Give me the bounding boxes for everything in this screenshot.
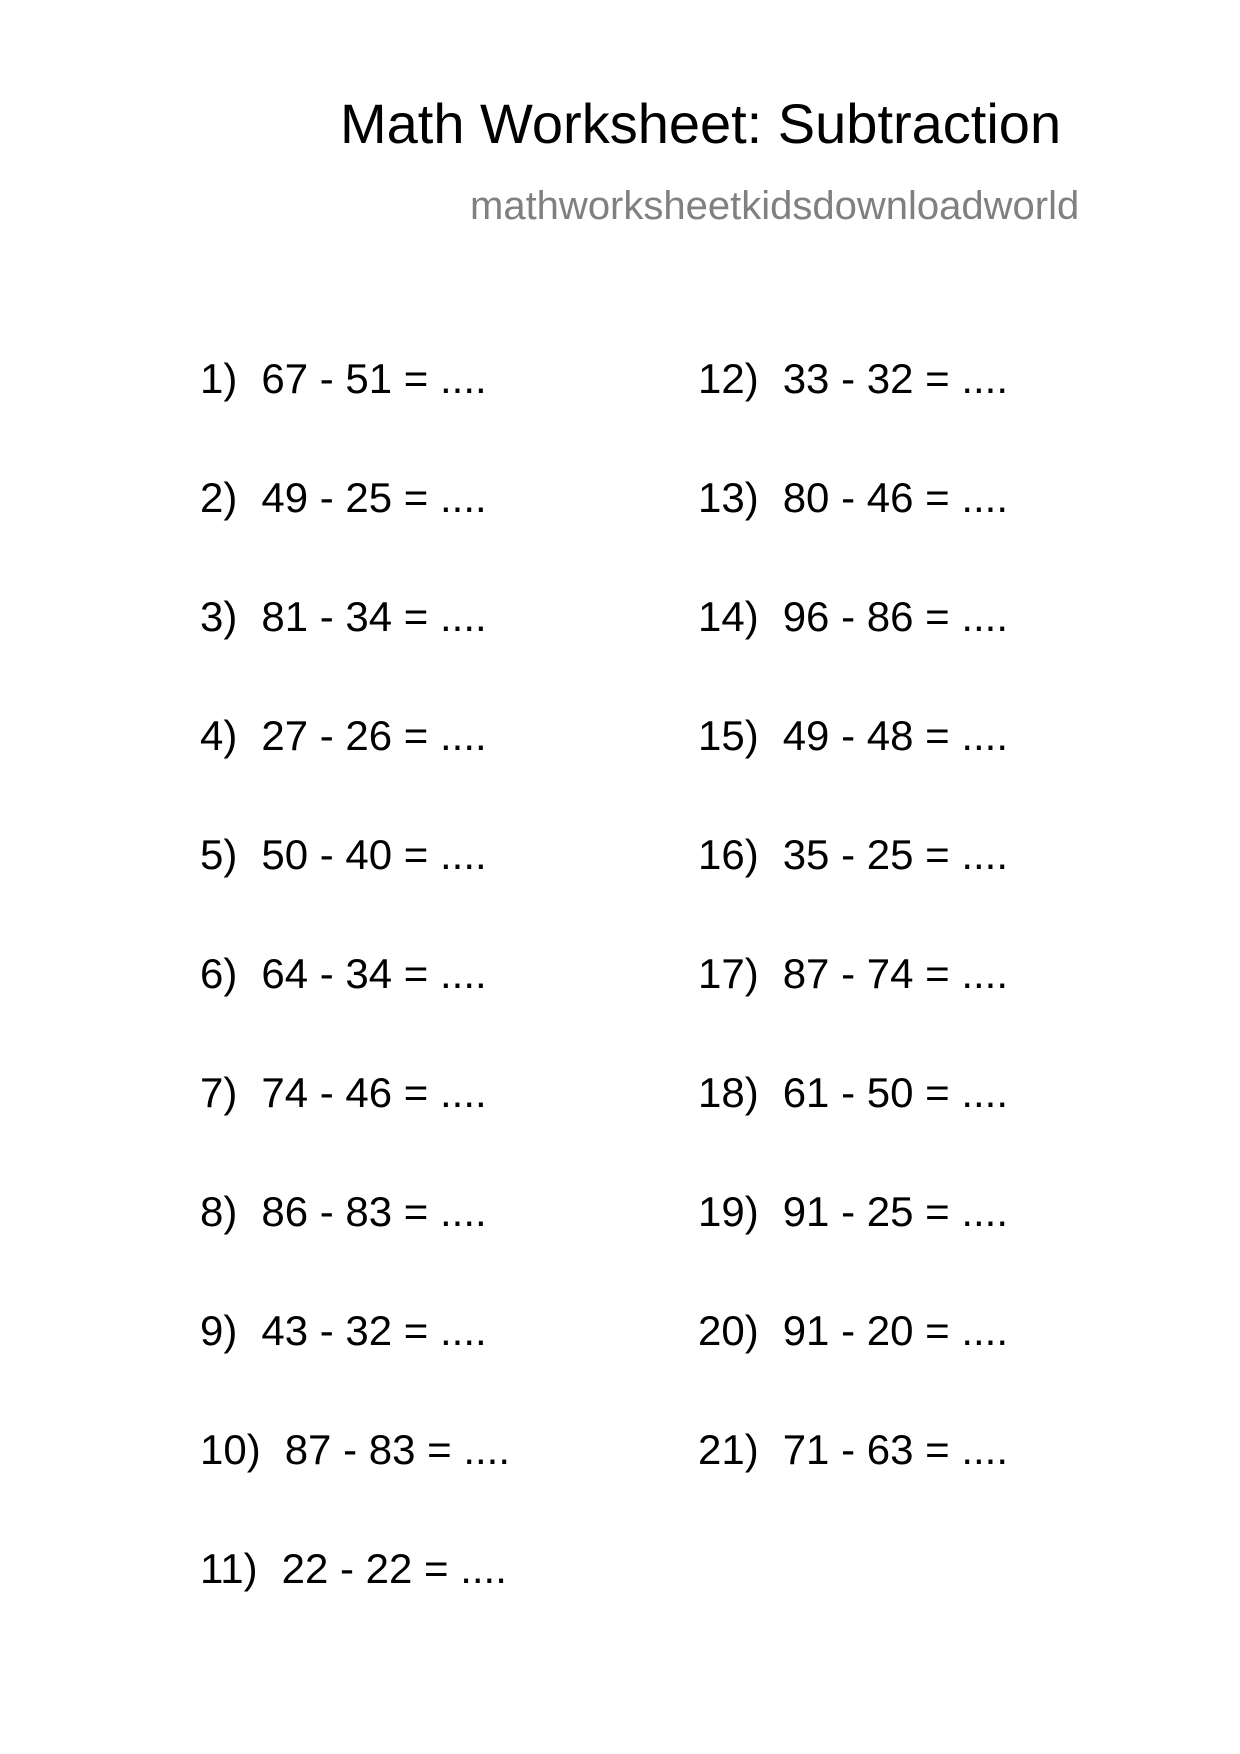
problem-expression: 49 - 48 = ....	[782, 712, 1009, 759]
problem-expression: 35 - 25 = ....	[782, 831, 1009, 878]
problem-number: 8)	[200, 1188, 238, 1235]
problem-10	[200, 1426, 511, 1473]
problem-5	[200, 831, 487, 878]
problem-number: 17)	[698, 950, 759, 997]
problem-8	[200, 1188, 487, 1235]
problem-expression: 87 - 74 = ....	[782, 950, 1009, 997]
problem-expression: 61 - 50 = ....	[782, 1069, 1009, 1116]
problem-expression: 74 - 46 = ....	[261, 1069, 487, 1116]
problem-number: 7)	[200, 1069, 238, 1116]
problem-11	[200, 1545, 507, 1592]
problem-expression: 64 - 34 = ....	[261, 950, 487, 997]
problem-expression: 80 - 46 = ....	[782, 474, 1009, 521]
problem-number: 14)	[698, 593, 759, 640]
problem-number: 20)	[698, 1307, 759, 1354]
problem-number: 1)	[200, 355, 238, 402]
problem-number: 5)	[200, 831, 238, 878]
problem-expression: 50 - 40 = ....	[261, 831, 487, 878]
problem-expression: 43 - 32 = ....	[261, 1307, 487, 1354]
problem-number: 21)	[698, 1426, 759, 1473]
problem-18	[698, 1069, 1009, 1116]
problem-expression: 33 - 32 = ....	[782, 355, 1009, 402]
problem-number: 4)	[200, 712, 238, 759]
problem-4	[200, 712, 487, 759]
problem-expression: 87 - 83 = ....	[284, 1426, 511, 1473]
problem-number: 13)	[698, 474, 759, 521]
problem-expression: 86 - 83 = ....	[261, 1188, 487, 1235]
problem-6	[200, 950, 487, 997]
problem-9	[200, 1307, 487, 1354]
problem-1	[200, 355, 487, 402]
problem-expression: 81 - 34 = ....	[261, 593, 487, 640]
problem-number: 18)	[698, 1069, 759, 1116]
problem-number: 11)	[200, 1545, 258, 1592]
problem-15	[698, 712, 1009, 759]
problem-number: 15)	[698, 712, 759, 759]
problem-7	[200, 1069, 487, 1116]
problem-expression: 96 - 86 = ....	[782, 593, 1009, 640]
worksheet-title: Math Worksheet: Subtraction	[340, 92, 1062, 155]
problem-14	[698, 593, 1009, 640]
problem-number: 16)	[698, 831, 759, 878]
problem-21	[698, 1426, 1009, 1473]
problem-17	[698, 950, 1009, 997]
problem-expression: 27 - 26 = ....	[261, 712, 487, 759]
problem-20	[698, 1307, 1009, 1354]
problem-19	[698, 1188, 1009, 1235]
problem-number: 2)	[200, 474, 238, 521]
problem-number: 9)	[200, 1307, 238, 1354]
problem-12	[698, 355, 1009, 402]
problem-expression: 71 - 63 = ....	[782, 1426, 1009, 1473]
problem-number: 19)	[698, 1188, 759, 1235]
problem-expression: 67 - 51 = ....	[261, 355, 487, 402]
problem-expression: 22 - 22 = ....	[281, 1545, 507, 1592]
problem-expression: 49 - 25 = ....	[261, 474, 487, 521]
problem-number: 12)	[698, 355, 759, 402]
problem-number: 10)	[200, 1426, 261, 1473]
problem-16	[698, 831, 1009, 878]
problem-3	[200, 593, 487, 640]
problem-13	[698, 474, 1009, 521]
problem-number: 6)	[200, 950, 238, 997]
problem-number: 3)	[200, 593, 238, 640]
problem-expression: 91 - 20 = ....	[782, 1307, 1009, 1354]
problem-2	[200, 474, 487, 521]
worksheet-subtitle: mathworksheetkidsdownloadworld	[470, 184, 1080, 228]
problem-expression: 91 - 25 = ....	[782, 1188, 1009, 1235]
